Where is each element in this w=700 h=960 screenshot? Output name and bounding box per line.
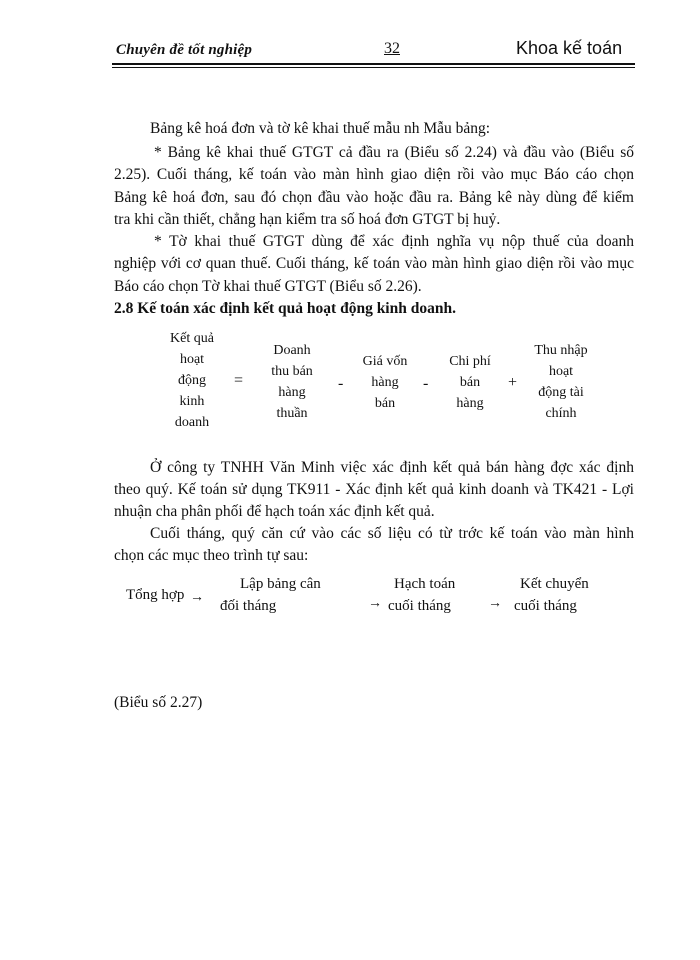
- figure-caption: (Biểu số 2.27): [114, 694, 203, 711]
- paragraph-line: Bảng kê hoá đơn và tờ kê khai thuế mẫu nh Mẫu bảng:: [150, 120, 491, 137]
- paragraph-line: Báo cáo chọn Tờ khai thuế GTGT (Biểu số 2.26).: [114, 278, 422, 295]
- formula-cogs: Giá vốn hàng bán: [362, 354, 408, 411]
- header-chapter-title: Chuyên đề tốt nghiệp: [116, 42, 253, 58]
- flow-step-month-end-posting: Hạch toán cuối tháng: [388, 576, 456, 614]
- flow-step-month-end-transfer: Kết chuyển cuối tháng: [514, 576, 589, 614]
- header-department: Khoa kế toán: [516, 38, 623, 58]
- flow-step-balance-sheet: Lập bảng cân đối tháng: [220, 576, 321, 614]
- paragraph-line: Bảng kê hoá đơn, sau đó chọn đầu vào hoặc đầu ra. Bảng kê này dùng để kiểm: [114, 189, 634, 206]
- formula-result: Kết quả hoạt động kinh doanh: [170, 331, 214, 430]
- paragraph-line: 2.25). Cuối tháng, kế toán vào màn hình giao diện rồi vào mục Báo cáo chọn: [114, 166, 634, 183]
- formula-selling-expense: Chi phí bán hàng: [449, 354, 491, 411]
- arrow-right-icon: →: [190, 590, 204, 605]
- page-number: 32: [384, 40, 400, 57]
- paragraph-line: theo quý. Kế toán sử dụng TK911 - Xác định kết quả kinh doanh và TK421 - Lợi: [114, 481, 634, 498]
- formula-financial-income: Thu nhập hoạt động tài chính: [534, 343, 588, 421]
- paragraph-line: * Bảng kê khai thuế GTGT cả đầu ra (Biểu số 2.24) và đầu vào (Biểu số: [154, 144, 634, 161]
- paragraph-line: Cuối tháng, quý căn cứ vào các số liệu có từ trớc kế toán vào màn hình: [150, 525, 634, 542]
- paragraph-line: * Tờ khai thuế GTGT dùng để xác định nghĩa vụ nộp thuế của doanh: [154, 233, 634, 250]
- section-title: 2.8 Kế toán xác định kết quả hoạt động kinh doanh.: [114, 300, 456, 317]
- paragraph-line: Ở công ty TNHH Văn Minh việc xác định kết quả bán hàng đợc xác định: [150, 459, 634, 476]
- header-rule-thick: [112, 63, 635, 65]
- paragraph-line: nghiệp với cơ quan thuế. Cuối tháng, kế toán vào màn hình giao diện rồi vào mục: [114, 255, 634, 272]
- flow-step-summary: Tổng hợp: [126, 587, 185, 603]
- equals-sign: =: [234, 372, 244, 389]
- paragraph-line: chọn các mục theo trình tự sau:: [114, 547, 309, 564]
- plus-sign: +: [508, 374, 518, 391]
- minus-sign: -: [338, 375, 344, 392]
- paragraph-line: tra khi cần thiết, chẳng hạn kiểm tra số hoá đơn GTGT bị huỷ.: [114, 211, 501, 228]
- paragraph-line: nhuận cha phân phối để hạch toán xác định kết quả.: [114, 503, 435, 520]
- header-rule-thin: [112, 67, 635, 68]
- arrow-right-icon: →: [488, 596, 502, 611]
- arrow-right-icon: →: [368, 596, 382, 611]
- formula-net-revenue: Doanh thu bán hàng thuần: [271, 343, 313, 421]
- minus-sign: -: [423, 375, 429, 392]
